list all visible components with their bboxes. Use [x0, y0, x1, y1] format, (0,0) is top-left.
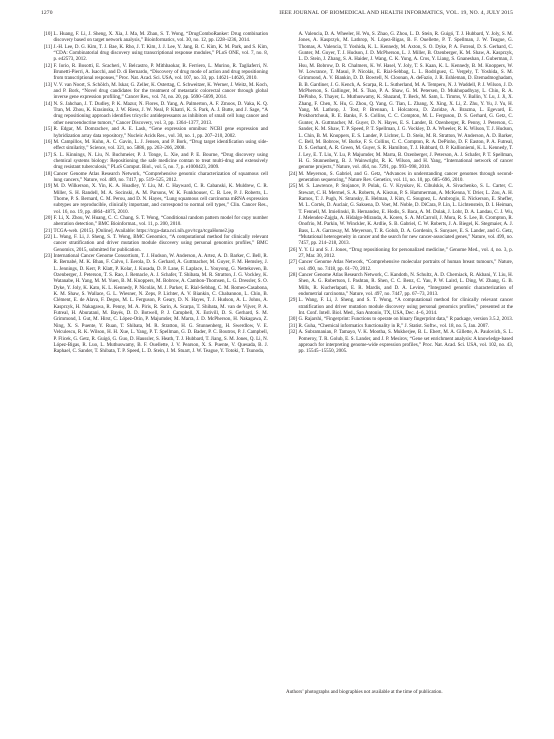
- reference-text: International Cancer Genome Consortium, T. J. Hudson, W. Anderson, A. Artez, A. D. Barker, C. Bell, R. R. Bernabé, M. K. Bhan, F. Calvo, I. Eerola, D. S. Gerhard, A. Guttmacher, M. Guyer, F. M. Hemsley, J. L. Jennings, D. Kerr, P. Klatt, P. Kolar, J. Kusada, D. P. Lane, F. Laplace, L. Youyong, G. Nettekoven, B. Ozenberger, J. Peterson, T. S. Rao, J. Remacle, A. J. Schafer, T. Shibata, M. R. Stratton, J. G. Vockley, K. Watanabe, H. Yang, M. M. Yuen, B. M. Knoppers, M. Bobrow, A. Cambon-Thomsen, L. G. Dressler, S. O. Dyke, Y. Joly, K. Kato, K. L. Kennedy, P. Nicolás, M. J. Parker, E. Rial-Sebbag, C. M. Romeo-Casabona, K. M. Shaw, S. Wallace, G. L. Wiesner, N. Zeps, P. Lichter, A. V. Biankin, C. Chabannon, L. Chin, B. Clément, E. de Alava, F. Degos, M. L. Ferguson, P. Geary, D. N. Hayes, T. J. Hudson, A. L. Johns, A. Kasprzyk, H. Nakagawa, R. Penny, M. A. Piris, R. Sarin, A. Scarpa, T. Shibata, M. van de Vijver, P. A. Futreal, H. Aburatani, M. Bayés, D. D. Botwell, P. J. Campbell, X. Estivill, D. S. Gerhard, S. M. Grimmond, I. Gut, M. Hirst, C. López-Otín, P. Majumder, M. Marra, J. D. McPherson, H. Nakagawa, Z. Ning, X. S. Puente, Y. Ruan, T. Shibata, M. R. Stratton, H. G. Stunnenberg, H. Swerdlow, V. E. Velculescu, R. K. Wilson, H. H. Xue, L. Yang, P. T. Spellman, G. D. Bader, P. C. Boutros, P. J. Campbell, P. Flicek, G. Getz, R. Guigó, G. Guo, D. Haussler, S. Heath, T. J. Hubbard, T. Jiang, S. M. Jones, Q. Li, N. López-Bigas, R. Luo, L. Muthuswamy, B. F. Ouellette, J. V. Pearson, X. S. Puente, V. Quesada, B. J. Raphael, C. Sander, T. Shibata, T. P. Speed, L. D. Stein, J. M. Stuart, J. W. Teague, Y. Totoki, T. Tsunoda,: [53, 254, 268, 355]
- references-right-column: [286, 32, 513, 356]
- reference-number: [21]: [43, 228, 52, 234]
- reference-number: [25]: [288, 184, 297, 190]
- reference-text: L. Wang, F. Li, J. Sheng, and S. T. Wong, “A computational method for clinically relevant cancer stratification and driver mutation module discovery using personal genomics profiles,” presented at the Int. Conf. Intell. Biol. Med., San Antonio, TX, USA, Dec. 4–6, 2014.: [298, 298, 513, 317]
- reference-text: M. Campillos, M. Kuhn, A. C. Gavin, L. J. Jensen, and P. Bork, “Drug target identification using side-effect similarity,” Science, vol. 321, no. 5886, pp. 263–266, 2008.: [53, 139, 268, 152]
- reference-number: [31]: [288, 323, 297, 329]
- reference-item: [41, 184, 268, 216]
- reference-text: M. S. Lawrence, P. Stojanov, P. Polak, G. V. Kryukov, K. Cibulskis, A. Sivachenko, S. L. Carter, C. Stewart, C. H. Mermel, S. A. Roberts, A. Kiezun, P. S. Hammerman, A. McKenna, Y. Drier, L. Zou, A. H. Ramos, T. J. Pugh, N. Stransky, E. Helman, J. Kim, C. Sougnez, L. Ambrogio, E. Nickerson, E. Shefler, M. L. Cortés, D. Auclair, G. Saksena, D. Voet, M. Noble, D. DiCara, P. Lin, L. Lichtenstein, D. I. Heiman, T. Fennell, M. Imielinski, B. Hernandez, E. Hodis, S. Baca, A. M. Dulak, J. Lohr, D. A. Landau, C. J. Wu, J. Melendez-Zajgla, A. Hidalgo-Miranda, A. Koren, S. A. McCarroll, J. Mora, R. S. Lee, B. Crompton, R. Onofrio, M. Parkin, W. Winckler, K. Ardlie, S. B. Gabriel, C. W. Roberts, J. A. Biegel, K. Stegmaier, A. J. Bass, L. A. Garraway, M. Meyerson, T. R. Golub, D. A. Gordenin, S. Sunyaev, E. S. Lander, and G. Getz, “Mutational heterogeneity in cancer and the search for new cancer-associated genes,” Nature, vol. 499, no. 7457, pp. 214–218, 2013.: [298, 184, 513, 247]
- reference-number: [27]: [288, 260, 297, 266]
- reference-number: [30]: [288, 317, 297, 323]
- reference-number: [32]: [288, 330, 297, 336]
- reference-text: F. Li, X. Zhou, W. Huang, C. C. Chang, S. T. Wong, “Conditional random pattern model for copy number aberration detection,” BMC Bioinformat., vol. 11, p. 200, 2010.: [53, 215, 268, 228]
- reference-text: V. V. van Noort, S. Schölch, M. Iskar, G. Zeller, K. Ostertag, C. Schweitzer, K. Werner, J. Weitz, M. Koch, and P. Bork, “Novel drug candidates for the treatment of metastatic colorectal cancer through global inverse gene expression profiling,” Cancer Res., vol. 74, no. 20, pp. 5690–5699, 2014.: [53, 82, 268, 101]
- reference-number: [24]: [288, 171, 297, 177]
- reference-item: [41, 140, 268, 153]
- page-number: 1270: [41, 10, 53, 16]
- reference-number: [22]: [43, 235, 52, 240]
- reference-number: [11]: [43, 44, 52, 50]
- reference-number: [23]: [43, 254, 52, 260]
- reference-text: S. L. Kinnings, N. Liu, N. Buchmeier, P. J. Tonge, L. Xie, and P. E. Bourne, “Drug discovery using chemical systems biology: Repositioning the safe medicine comtan to treat multi-drug and extensively drug resistant tuberculosis,” PLoS Comput. Biol., vol. 5, no. 7, p. e1000423, 2009.: [53, 152, 268, 171]
- reference-text: F. Iorio, R. Bosotti, E. Scacheri, V. Belcastro, P. Mithbaokar, R. Ferriero, L. Murino, R. Tagliaferri, N. Brunetti-Pierri, A. Isacchi, and D. di Bernardo, “Discovery of drug mode of action and drug repositioning from transcriptional responses,” Proc. Nat. Acad. Sci. USA, vol. 107, no. 33, pp. 14621–14626, 2010.: [53, 63, 268, 82]
- reference-item: [286, 273, 513, 298]
- reference-item: [41, 127, 268, 140]
- reference-item: [41, 83, 268, 102]
- reference-item: [286, 184, 513, 247]
- reference-number: [17]: [43, 152, 52, 158]
- reference-number: [15]: [43, 127, 52, 133]
- reference-text: J.-H. Lee, D. G. Kim, T. J. Bae, K. Rho, J. T. Kim, J. J. Lee, Y. Jang, B. C. Kim, K. M. Park, and S. Kim, “CDA: Combinatorial drug discovery using transcriptional response modules,” PLoS ONE, vol. 7, no. 8, p. e42573, 2012.: [53, 44, 268, 63]
- reference-number: [16]: [43, 139, 52, 145]
- reference-text: Y. Y. Li and S. J. Jones, “Drug repositioning for personalized medicine,” Genome Med., vol. 4, no. 3, p. 27, Mar. 30, 2012.: [298, 247, 513, 260]
- reference-item: [41, 32, 268, 45]
- reference-number: [14]: [43, 101, 52, 107]
- reference-item: [41, 64, 268, 83]
- reference-item: [286, 248, 513, 261]
- reference-text: R. Guha, “Chemical informatics functionality in R,” J. Statist. Softw., vol. 18, no. 5, Jan. 2007.: [298, 323, 490, 329]
- reference-text: R. Edgar, M. Domrachev, and A. E. Lash, “Gene expression omnibus: NCBI gene expression and hybridization array data repository,” Nucleic Acids Res., vol. 30, no. 1, pp. 207–210, 2002.: [53, 127, 268, 139]
- reference-number: [20]: [43, 215, 52, 221]
- reference-text: L. Huang, F. Li, J. Sheng, X. Xia, J. Ma, M. Zhan, S. T. Wong, “DrugComboRanker: Drug combination discovery based on target network analysis,” Bioinformatics, vol. 30, no. 12, pp. i228–i236, 2014.: [53, 32, 268, 44]
- reference-number: [29]: [288, 298, 297, 304]
- reference-item: [41, 216, 268, 229]
- author-footnote: Authors’ photographs and biographies not available at the time of publication.: [286, 690, 443, 695]
- reference-number: [28]: [288, 273, 297, 279]
- reference-item: [41, 172, 268, 185]
- reference-item: [286, 298, 513, 317]
- reference-text: N. S. Jahchan, J. T. Dudley, P. K. Mazur, N. Flores, D. Yang, A. Palmerton, A. F. Zmoos, D. Vaka, K. Q. Tran, M. Zhou, K. Krasinska, J. W. Riess, J. W. Neal, P. Khatri, K. S. Park, A. J. Butte, and J. Sage, “A drug repositioning approach identifies tricyclic antidepressants as inhibitors of small cell lung cancer and other neuroendocrine tumors,” Cancer Discovery, vol. 3, pp. 1364–1377, 2013.: [53, 101, 268, 126]
- reference-number: [19]: [43, 184, 52, 190]
- page-header: [41, 10, 513, 22]
- reference-number: [13]: [43, 82, 52, 88]
- reference-item: [286, 172, 513, 185]
- reference-text: A. Subramanian, P. Tamayo, V. K. Mootha, S. Mukherjee, B. L. Ebert, M. A. Gillette, A. Paulovich, S. L. Pomeroy, T. R. Golub, E. S. Lander, and J. P. Mesirov, “Gene set enrichment analysis: A knowledge-based approach for interpreting genome-wide expression profiles,” Proc. Nat. Acad. Sci. USA, vol. 102, no. 43, pp. 15545–15550, 2005.: [298, 330, 513, 355]
- reference-number: [12]: [43, 63, 52, 69]
- reference-item: [286, 32, 513, 172]
- reference-text: A. Valencia, D. A. Wheeler, H. Wu, S. Zhao, G. Zhou, L. D. Stein, R. Guigó, T. J. Hubbard, Y. Joly, S. M. Jones, A. Kasprzyk, M. Lathrop, N. López-Bigas, B. F. Ouellette, P. T. Spellman, J. W. Teague, G. Thomas, A. Valencia, T. Yoshida, K. L. Kennedy, M. Axton, S. O. Dyke, P. A. Futreal, D. S. Gerhard, C. Gunter, M. Guyer, T. J. Hudson, J. D. McPherson, L. J. Miller, B. Ozenberger, K. M. Shaw, A. Kasprzyk, L. D. Stein, J. Zhang, S. A. Haider, J. Wang, C. K. Yung, A. Cros, Y. Liang, S. Gnaneshan, J. Guberman, J. Hsu, M. Bobrow, D. R. Chalmers, K. W. Hasel, Y. Joly, T. S. Kaan, K. L. Kennedy, B. M. Knoppers, W. W. Lowrance, T. Masui, P. Nicolás, E. Rial-Sebbag, L. L. Rodriguez, C. Vergely, T. Yoshida, S. M. Grimmond, A. V. Biankin, D. D. Bowtell, N. Cloonan, A. deFazio, J. R. Eshleman, D. Etemadmoghadam, B. B. Gardiner, J. G. Kench, A. Scarpa, R. L. Sutherland, M. A. Tempero, N. J. Waddell, P. J. Wilson, J. D. McPherson, S. Gallinger, M. S. Tsao, P. A. Shaw, G. M. Petersen, D. Mukhopadhyay, L. Chin, R. A. DePinho, S. Thayer, L. Muthuswamy, K. Shazand, T. Beck, M. Sam, L. Timms, V. Ballin, Y. Lu, J. Ji, X. Zhang, F. Chen, X. Hu, G. Zhou, Q. Yang, G. Tian, L. Zhang, X. Xing, X. Li, Z. Zhu, Y. Yu, J. Yu, H. Yang, M. Lathrop, J. Tost, P. Brennan, I. Holcatova, D. Zaridze, A. Brazma, L. Egevard, E. Prokhortchouk, R. E. Banks, F. S. Collins, C. C. Compton, M. L. Ferguson, D. S. Gerhard, G. Getz, C. Gunter, A. Guttmacher, M. Guyer, D. N. Hayes, E. S. Lander, B. Ozenberger, R. Penny, J. Peterson, C. Sander, K. M. Shaw, T. P. Speed, P. T. Spellman, J. G. Vockley, D. A. Wheeler, R. K. Wilson, T. J. Hudson, L. Chin, B. M. Knoppers, E. S. Lander, P. Lichter, L. D. Stein, M. R. Stratton, W. Anderson, A. D. Barker, C. Bell, M. Bobrow, W. Burke, F. S. Collins, C. C. Compton, R. A. DePinho, D. F. Easton, P. A. Futreal, D. S. Gerhard, A. R. Green, M. Guyer, S. R. Hamilton, T. J. Hubbard, O. P. Kallioniemi, K. L. Kennedy, T. J. Ley, E. T. Liu, Y. Lu, P. Majumder, M. Marra, B. Ozenberger, J. Peterson, A. J. Schafer, P. T. Spellman, H. G. Stunnenberg, B. J. Wainwright, R. K. Wilson, and H. Yang, “International network of cancer genome projects,” Nature, vol. 464, no. 7291, pp. 993–998, 2010.: [298, 32, 513, 171]
- reference-item: [41, 254, 268, 356]
- reference-item: [286, 330, 513, 355]
- reference-item: [41, 45, 268, 64]
- reference-item: [41, 235, 268, 254]
- reference-text: M. Meyerson, S. Gabriel, and G. Getz, “Advances in understanding cancer genomes through second-generation sequencing,” Nature Rev. Genetics, vol. 11, no. 10, pp. 685–696, 2010.: [298, 171, 513, 183]
- reference-text: Cancer Genome Atlas Network, “Comprehensive molecular portraits of human breast tumours,” Nature, vol. 490, no. 7418, pp. 61–70, 2012.: [298, 260, 513, 272]
- reference-number: [26]: [288, 247, 297, 253]
- reference-text: TCGA-web. (2015). [Online]. Available: https://tcga-data.nci.nih.gov/tcga/tcgaHome2.jsp: [53, 228, 235, 234]
- reference-text: Cancer Genome Atlas Research Network, “Comprehensive genomic characterization of squamous cell lung cancers,” Nature, vol. 489, no. 7417, pp. 519–525, 2012.: [53, 171, 268, 183]
- reference-item: [41, 153, 268, 172]
- reference-text: Cancer Genome Atlas Research Network, C. Kandoth, N. Schultz, A. D. Cherniack, R. Akbani, Y. Liu, H. Shen, A. G. Robertson, I. Pashtan, R. Shen, C. C. Benz, C. Yau, P. W. Laird, L. Ding, W. Zhang, G. B. Mills, R. Kucherlapati, E. R. Mardis, and D. A. Levine, “Integrated genomic characterization of endometrial carcinoma,” Nature, vol. 497, no. 7447, pp. 67–73, 2013.: [298, 273, 513, 298]
- reference-text: M. D. Wilkerson, X. Yin, K. A. Hoadley, Y. Liu, M. C. Hayward, C. R. Cabanski, K. Muldrew, C. R. Miller, S. H. Randell, M. A. Socinski, A. M. Parsons, W. K. Funkhouser, C. B. Lee, P. J. Roberts, L. Thorne, P. S. Bernard, C. M. Perou, and D. N. Hayes, “Lung squamous cell carcinoma mRNA expression subtypes are reproducible, clinically important, and correspond to normal cell types,” Clin. Cancer Res., vol. 16, no. 19, pp. 4864–4875, 2010.: [53, 184, 268, 215]
- journal-title: IEEE JOURNAL OF BIOMEDICAL AND HEALTH INFORMATICS, VOL. 19, NO. 4, JULY 2015: [279, 10, 513, 16]
- reference-item: [286, 260, 513, 273]
- reference-text: L. Wang, F. Li, J. Sheng, S. T. Wong, BMC Genomics, “A computational method for clinically relevant cancer stratification and driver mutation module discovery using personal genomics profiles,” BMC Genomics, 2015, submitted for publication.: [53, 235, 268, 253]
- reference-item: [41, 102, 268, 127]
- references-left-column: [41, 32, 268, 356]
- reference-number: [18]: [43, 171, 52, 177]
- reference-number: [10]: [43, 32, 52, 37]
- reference-text: G. Rajarshi, “Fingerprint: Functions to operate on binary fingerprint data,” R package, version 3.5.2, 2013.: [298, 317, 514, 323]
